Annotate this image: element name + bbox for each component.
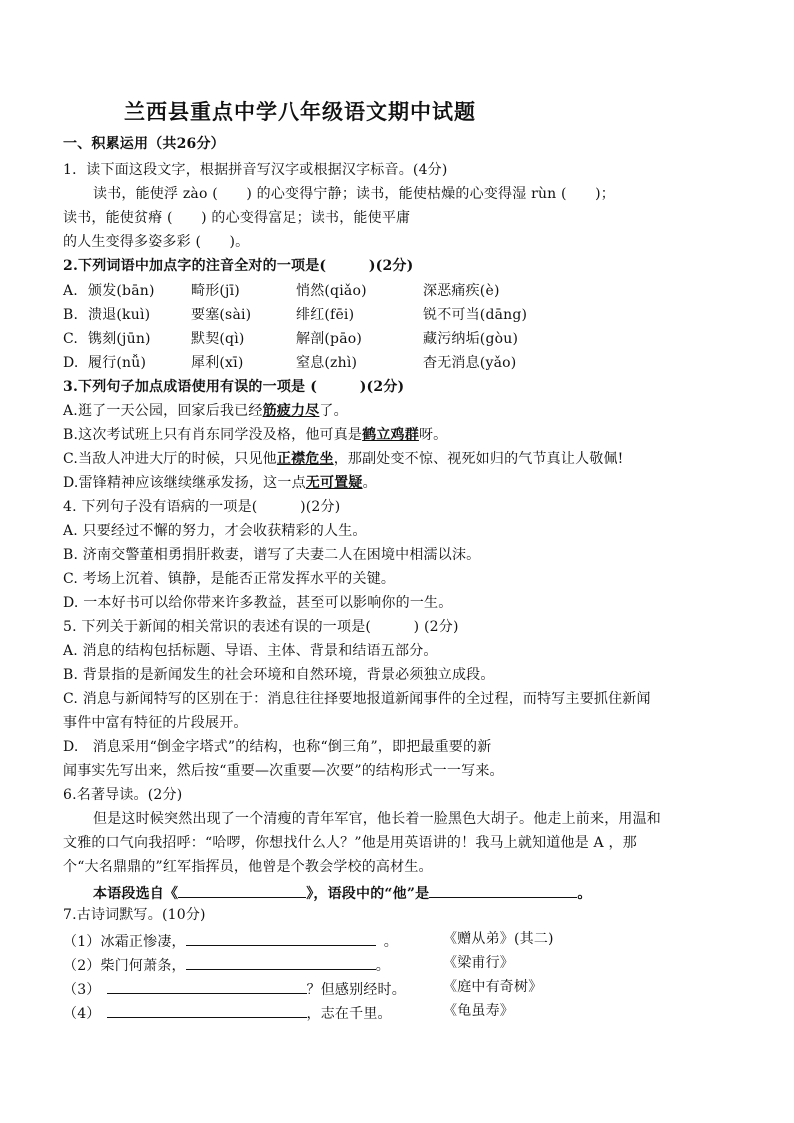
question-5-option-c-line-1: C. 消息与新闻特写的区别在于：消息往往择要地报道新闻事件的全过程，而特写主要抓住新闻	[63, 691, 651, 707]
question-5-option-c-line-2: 事件中富有特征的片段展开。	[63, 715, 248, 731]
question-6-answer-line	[63, 883, 773, 902]
option-letter: C.	[63, 331, 79, 347]
question-4-option-a: A. 只要经过不懈的努力，才会收获精彩的人生。	[63, 523, 367, 539]
poem-answer-blank[interactable]	[186, 931, 376, 946]
book-title-blank[interactable]	[178, 883, 306, 898]
option-word: 杳无消息(yǎo)	[423, 355, 517, 371]
question-1-line-3: 的人生变得多姿多彩 ( )。	[63, 234, 250, 250]
poem-item-number: （4）	[63, 1006, 101, 1022]
question-6-prompt: 本语段选自《	[93, 886, 179, 902]
option-text: 。	[362, 475, 377, 491]
option-word: 镌刻(jūn)	[88, 331, 151, 347]
question-3-option-b	[63, 427, 743, 443]
option-text: 呀。	[418, 427, 448, 443]
option-word: 颁发(bān)	[88, 283, 155, 299]
section-heading: 一、积累运用（共26分）	[63, 136, 225, 152]
poem-given-text: 。	[375, 958, 390, 974]
option-word: 悄然(qiǎo)	[296, 283, 367, 299]
option-word: 履行(nǚ)	[88, 355, 147, 371]
question-4-option-d: D. 一本好书可以给你带来许多教益，甚至可以影响你的一生。	[63, 595, 453, 611]
option-word: 犀利(xī)	[191, 355, 244, 371]
option-word: 藏污纳垢(gòu)	[423, 331, 519, 347]
option-word: 锐不可当(dāng)	[423, 307, 528, 323]
option-word: 要塞(sài)	[191, 307, 252, 323]
poem-source: 《龟虽寿》	[443, 1003, 514, 1019]
option-word: 畸形(jī)	[191, 283, 240, 299]
idiom-highlight: 筋疲力尽	[262, 403, 320, 419]
question-1-line-2: 读书，能使贫瘠 ( ) 的心变得富足；读书，能使平庸	[63, 210, 411, 226]
question-3-text: 3.下列句子加点成语使用有误的一项是 ( )(2分)	[63, 379, 405, 395]
option-word: 溃退(kuì)	[88, 307, 151, 323]
option-word: 绯红(fēi)	[296, 307, 355, 323]
option-text: 了。	[319, 403, 348, 419]
idiom-highlight: 鹤立鸡群	[362, 427, 419, 443]
poem-answer-blank[interactable]	[107, 1003, 307, 1018]
question-6-stem: 6.名著导读。(2分)	[63, 787, 183, 803]
question-5-option-d-line-1: D. 消息采用“倒金字塔式”的结构，也称“倒三角”，即把最重要的新	[63, 739, 492, 755]
option-word: 默契(qì)	[191, 331, 245, 347]
poem-item-line	[63, 979, 406, 998]
poem-given-text: 冰霜正惨凄，	[100, 934, 186, 950]
option-word: 深恶痛疾(è)	[423, 283, 500, 299]
idiom-highlight: 无可置疑	[305, 475, 363, 491]
character-blank[interactable]	[429, 883, 577, 898]
question-2-stem	[63, 258, 743, 274]
question-2-text: 2.下列词语中加点字的注音全对的一项是( )(2分)	[63, 258, 414, 274]
question-5-option-d-line-2: 闻事实先写出来，然后按“重要—次重要—次要”的结构形式一一写来。	[63, 763, 504, 779]
question-5-option-a: A. 消息的结构包括标题、导语、主体、背景和结语五部分。	[63, 643, 438, 659]
option-text: B.这次考试班上只有肖东同学没及格，他可真是	[63, 427, 363, 443]
poem-given-text: 。	[383, 934, 398, 950]
question-5-stem: 5. 下列关于新闻的相关常识的表述有误的一项是( ) (2分)	[63, 619, 459, 635]
question-4-option-c: C. 考场上沉着、镇静，是能否正常发挥水平的关键。	[63, 571, 396, 587]
option-text: C.当敌人冲进大厅的时候，只见他	[63, 451, 277, 467]
poem-item-line	[63, 955, 390, 974]
poem-given-text: 柴门何萧条，	[100, 958, 186, 974]
question-4-option-b: B. 济南交警董相勇捐肝救妻，谱写了夫妻二人在困境中相濡以沫。	[63, 547, 481, 563]
poem-source: 《庭中有奇树》	[443, 979, 543, 995]
question-7-stem: 7.古诗词默写。(10分)	[63, 907, 206, 923]
question-6-prompt: 。	[577, 886, 592, 902]
idiom-highlight: 正襟危坐	[276, 451, 334, 467]
question-5-option-b: B. 背景指的是新闻发生的社会环境和自然环境，背景必须独立成段。	[63, 667, 495, 683]
option-letter: B.	[63, 307, 79, 323]
question-3-stem	[63, 379, 743, 395]
question-6-passage-line-1: 但是这时候突然出现了一个清瘦的青年军官，他长着一脸黑色大胡子。他走上前来，用温和	[93, 811, 661, 827]
question-6-passage-line-2: 文雅的口气向我招呼：“哈啰，你想找什么人？”他是用英语讲的！我马上就知道他是 A ，那	[63, 835, 637, 851]
poem-given-text: ，志在千里。	[306, 1006, 392, 1022]
poem-item-number: （1）	[63, 934, 101, 950]
option-text: A.逛了一天公园，回家后我已经	[63, 403, 263, 419]
question-3-option-c	[63, 451, 743, 467]
poem-item-number: （2）	[63, 958, 101, 974]
question-1-stem: 1．读下面这段文字，根据拼音写汉字或根据汉字标音。(4分)	[63, 162, 448, 178]
option-letter: A.	[63, 283, 78, 299]
question-6-passage-line-3: 个“大名鼎鼎的”红军指挥员，他曾是个教会学校的高材生。	[63, 859, 433, 875]
poem-given-text: ？但感别经时。	[306, 982, 406, 998]
poem-answer-blank[interactable]	[107, 979, 307, 994]
option-word: 解剖(pāo)	[296, 331, 363, 347]
poem-item-number: （3）	[63, 982, 101, 998]
poem-source: 《梁甫行》	[443, 955, 514, 971]
poem-answer-blank[interactable]	[186, 955, 376, 970]
question-6-prompt: 》，语段中的“他”是	[306, 886, 430, 902]
poem-item-line	[63, 1003, 392, 1022]
option-text: D.雷锋精神应该继续继承发扬，这一点	[63, 475, 306, 491]
option-word: 窒息(zhì)	[296, 355, 358, 371]
poem-source: 《赠从弟》(其二)	[443, 931, 554, 947]
question-3-option-a	[63, 403, 743, 419]
question-4-stem: 4. 下列句子没有语病的一项是( )(2分)	[63, 499, 341, 515]
question-3-option-d	[63, 475, 743, 491]
poem-item-line	[63, 931, 398, 950]
question-1-line-1: 读书，能使浮 zào ( ) 的心变得宁静；读书，能使枯燥的心变得湿 rùn ( )；	[93, 186, 615, 202]
page-title: 兰西县重点中学八年级语文期中试题	[124, 99, 476, 124]
option-letter: D.	[63, 355, 79, 371]
option-text: ，那副处变不惊、视死如归的气节真让人敬佩!	[333, 451, 624, 467]
